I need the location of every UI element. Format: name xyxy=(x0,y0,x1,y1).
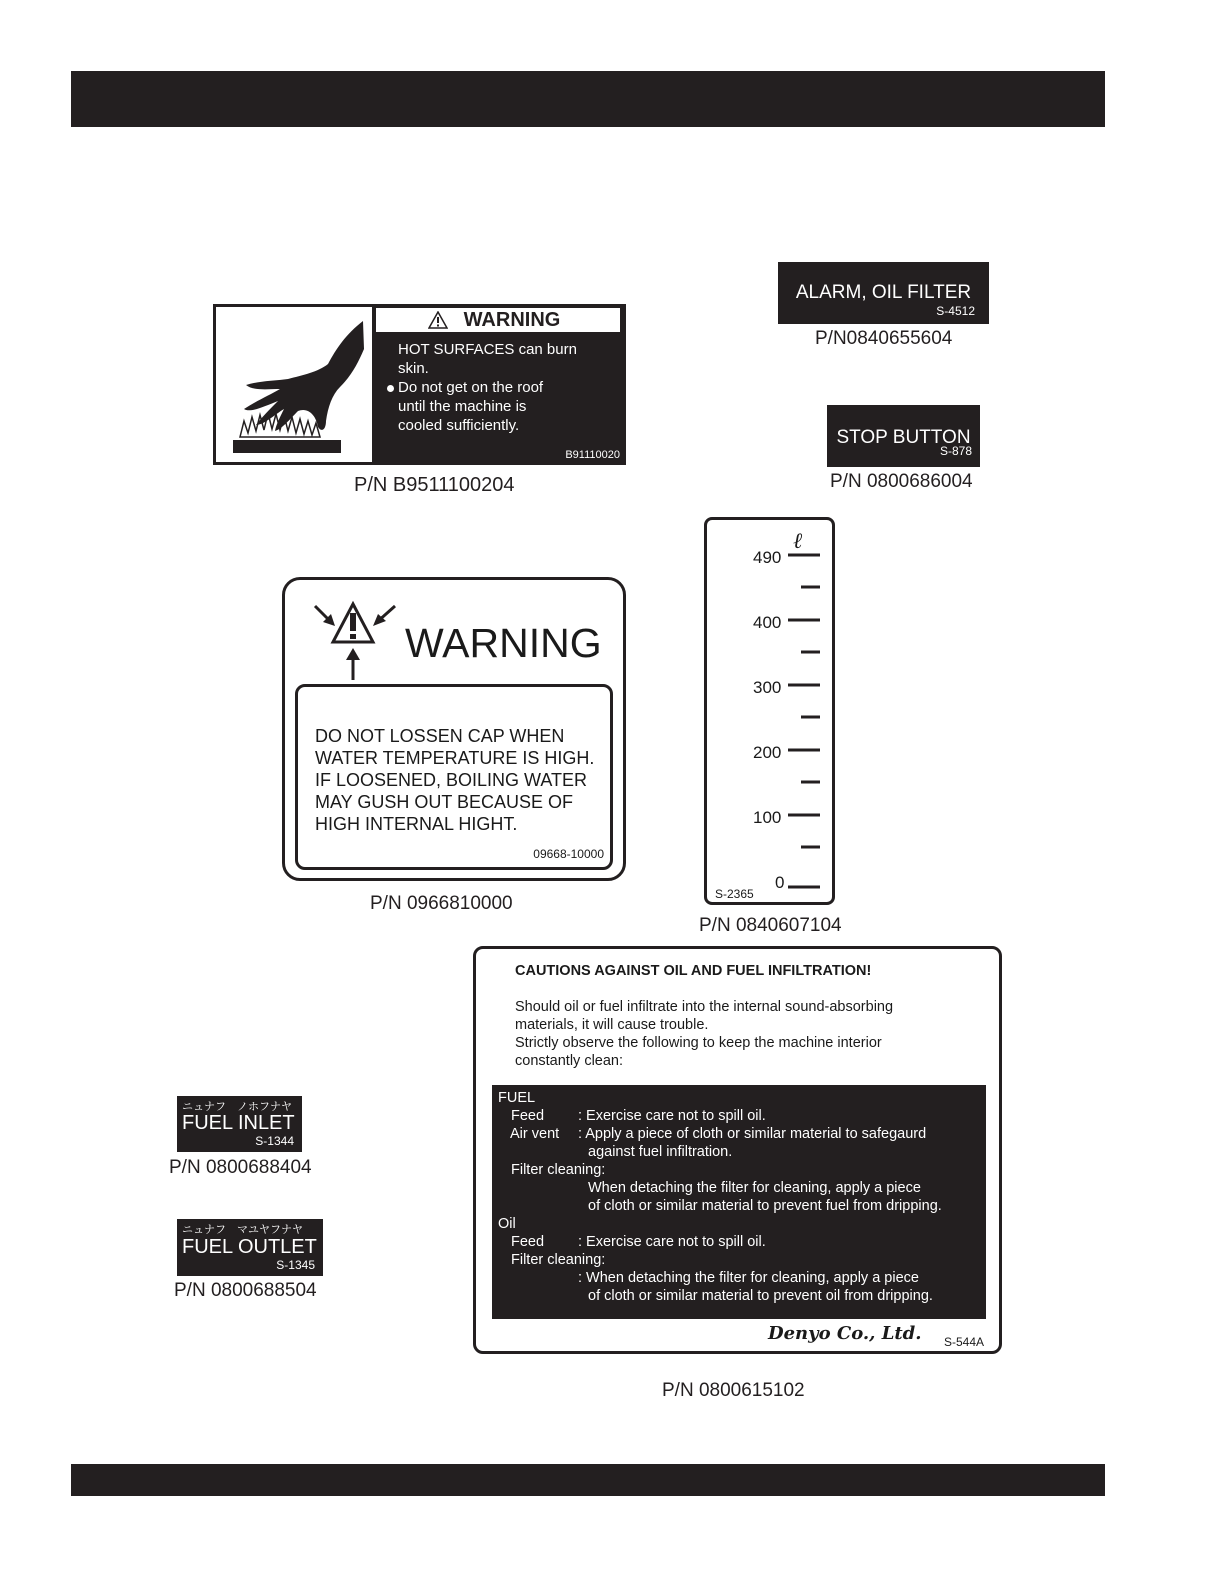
fuel-level-gauge xyxy=(704,517,835,905)
pressure-warning-icon xyxy=(305,594,405,694)
alarm-oil-filter-code: S-4512 xyxy=(936,304,975,318)
cautions-intro xyxy=(515,998,985,1070)
hot-line-3: Do not get on the roof xyxy=(398,378,613,397)
hot-surface-heading: WARNING xyxy=(376,308,620,332)
alarm-oil-filter-tag xyxy=(778,262,989,324)
cautions-intro-4: constantly clean: xyxy=(515,1053,624,1069)
cautions-title: CAUTIONS AGAINST OIL AND FUEL INFILTRATION! xyxy=(515,963,872,979)
fuel-outlet-japanese: ニュナフ マユヤフナヤ xyxy=(182,1224,303,1236)
gauge-mark-200: 200 xyxy=(753,743,782,762)
gauge-code: S-2365 xyxy=(715,887,754,901)
hot-surface-message xyxy=(398,340,613,435)
fuel-airvent-label: Air vent xyxy=(510,1126,560,1142)
cautions-intro-1: Should oil or fuel infiltrate into the internal sound-absorbing xyxy=(515,999,894,1015)
hot-line-4: until the machine is xyxy=(398,398,527,415)
fuel-airvent-text-1: : Apply a piece of cloth or similar material to safegaurd xyxy=(578,1126,927,1142)
stop-button-part-number: P/N 0800686004 xyxy=(830,471,973,492)
cap-warning-message: DO NOT LOSSEN CAP WHEN WATER TEMPERATURE IS HIGH. IF LOOSENED, BOILING WATER MAY GUSH OUT BECAUSE OF HIGH INTERNAL HIGHT. xyxy=(315,726,595,834)
stop-button-label: STOP BUTTON xyxy=(836,427,971,448)
denyo-brand: Denyo Co., Ltd. xyxy=(768,1323,922,1344)
footer-bar xyxy=(71,1464,1105,1496)
hot-line-2: skin. xyxy=(398,360,429,377)
gauge-mark-300: 300 xyxy=(753,678,782,697)
fuel-inlet-code: S-1344 xyxy=(255,1134,294,1148)
oil-heading: Oil xyxy=(498,1216,516,1232)
cap-warning-decal xyxy=(282,577,626,881)
alarm-oil-filter-part-number: P/N0840655604 xyxy=(815,328,953,349)
fuel-feed-label: Feed xyxy=(511,1108,545,1124)
alarm-oil-filter-label: ALARM, OIL FILTER xyxy=(795,282,972,303)
gauge-scale-ticks xyxy=(704,517,835,905)
cautions-oil-fuel-decal xyxy=(473,946,1002,1354)
cap-warning-code: 09668-10000 xyxy=(533,847,604,861)
cautions-code: S-544A xyxy=(944,1335,985,1349)
fuel-outlet-label: FUEL OUTLET xyxy=(182,1236,317,1258)
gauge-mark-490: 490 xyxy=(753,548,782,567)
hot-line-5: cooled sufficiently. xyxy=(398,417,520,434)
header-bar xyxy=(71,71,1105,127)
oil-filter-label: Filter cleaning: xyxy=(511,1252,606,1268)
cap-warning-part-number: P/N 0966810000 xyxy=(370,893,513,914)
fuel-gauge-part-number: P/N 0840607104 xyxy=(699,915,842,936)
fuel-inlet-japanese: ニュナフ ノホフナヤ xyxy=(182,1101,292,1113)
cap-warning-message-box xyxy=(295,684,613,870)
hot-surface-text-panel xyxy=(372,304,626,465)
caution-triangle-icon xyxy=(428,311,448,329)
fuel-filter-text-2: of cloth or similar material to prevent fuel from dripping. xyxy=(588,1198,942,1214)
gauge-mark-100: 100 xyxy=(753,808,782,827)
hot-line-1: HOT SURFACES can burn xyxy=(398,341,577,358)
cap-warning-title: WARNING xyxy=(405,620,602,666)
fuel-inlet-label: FUEL INLET xyxy=(182,1112,295,1134)
fuel-filter-text-1: When detaching the filter for cleaning, apply a piece xyxy=(588,1180,921,1196)
oil-feed-text: : Exercise care not to spill oil. xyxy=(578,1234,766,1250)
cautions-instructions-panel xyxy=(492,1085,986,1319)
gauge-mark-400: 400 xyxy=(753,613,782,632)
fuel-airvent-text-2: against fuel infiltration. xyxy=(588,1144,733,1160)
fuel-outlet-part-number: P/N 0800688504 xyxy=(174,1280,317,1301)
gauge-mark-0: 0 xyxy=(775,873,785,892)
cautions-intro-2: materials, it will cause trouble. xyxy=(515,1017,709,1033)
cautions-intro-3: Strictly observe the following to keep the machine interior xyxy=(515,1035,882,1051)
fuel-outlet-tag xyxy=(177,1219,323,1276)
fuel-inlet-part-number: P/N 0800688404 xyxy=(169,1157,312,1178)
cautions-part-number: P/N 0800615102 xyxy=(662,1380,805,1401)
oil-filter-text-2: of cloth or similar material to prevent oil from dripping. xyxy=(588,1288,933,1304)
fuel-heading: FUEL xyxy=(498,1090,536,1106)
hot-surface-code: B91110020 xyxy=(565,449,620,461)
oil-filter-text-1: : When detaching the filter for cleaning, apply a piece xyxy=(578,1270,919,1286)
hot-hand-icon xyxy=(218,309,378,464)
stop-button-tag xyxy=(827,405,980,467)
fuel-outlet-code: S-1345 xyxy=(276,1258,315,1272)
stop-button-code: S-878 xyxy=(939,444,972,458)
hot-surface-part-number: P/N B9511100204 xyxy=(354,474,515,496)
fuel-filter-label: Filter cleaning: xyxy=(511,1162,606,1178)
oil-feed-label: Feed xyxy=(511,1234,545,1250)
gauge-unit-symbol: ℓ xyxy=(793,529,803,554)
fuel-feed-text: : Exercise care not to spill oil. xyxy=(578,1108,766,1124)
fuel-inlet-tag xyxy=(177,1096,302,1152)
